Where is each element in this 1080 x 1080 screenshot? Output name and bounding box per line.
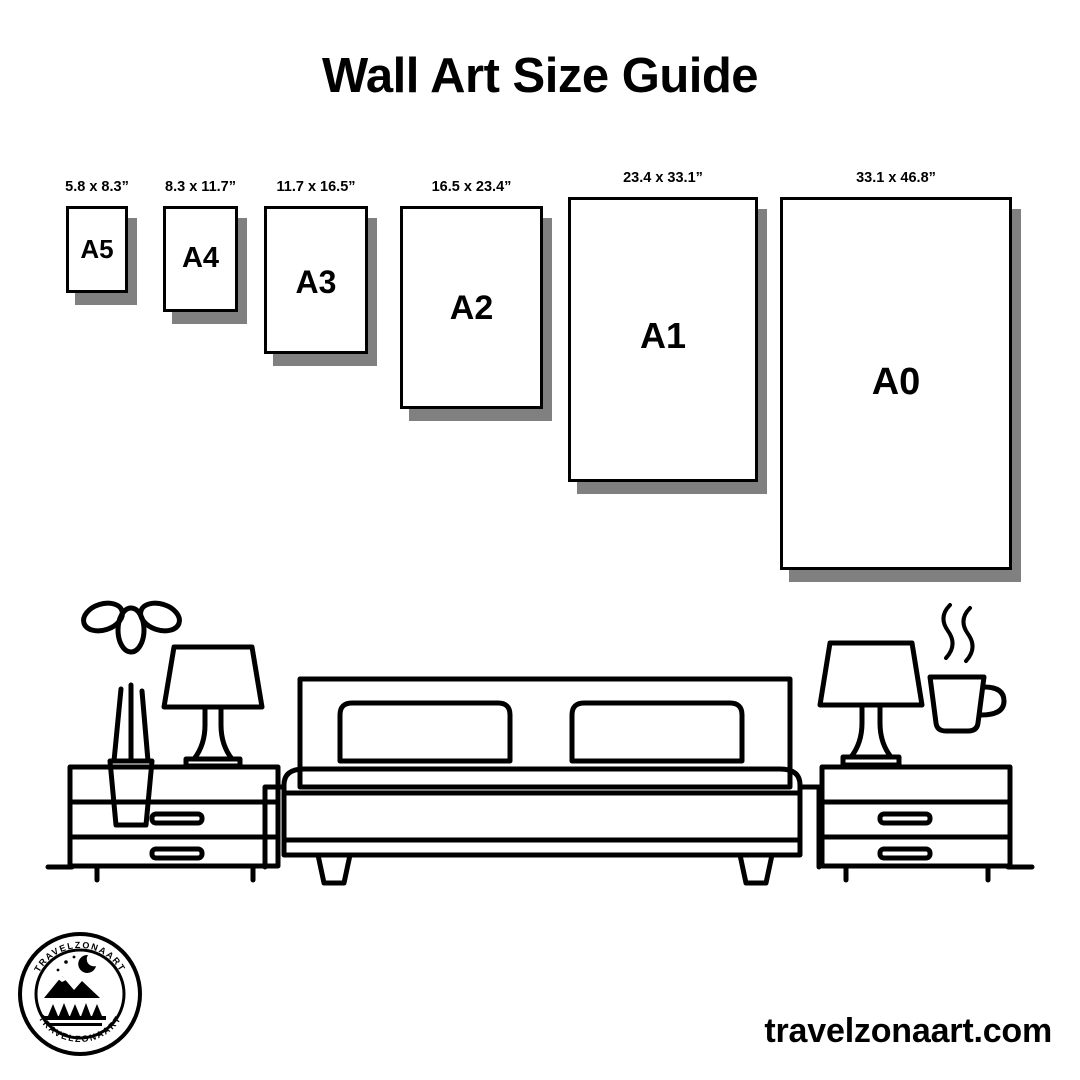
frame-a4-dimensions: 8.3 x 11.7” [165, 179, 236, 195]
logo-text-bottom: TRAVELZONAART [36, 1013, 124, 1045]
frame-a1-label: A1 [639, 315, 687, 356]
right-nightstand [822, 767, 1010, 880]
logo-text-top: TRAVELZONAART [32, 939, 128, 974]
frame-a5-dimensions: 5.8 x 8.3” [65, 179, 129, 195]
logo-forest-icon [44, 1003, 106, 1026]
frame-a2[interactable] [400, 179, 543, 409]
bed [265, 679, 819, 883]
frame-a1[interactable] [568, 170, 758, 482]
frame-a5-label: A5 [80, 234, 114, 264]
frame-a2-label: A2 [449, 289, 494, 327]
logo-mountain-icon [44, 976, 100, 998]
logo-moon-icon [57, 955, 96, 973]
plant-vase [80, 598, 183, 825]
frame-a1-dimensions: 23.4 x 33.1” [623, 170, 703, 186]
coffee-cup [930, 605, 1004, 731]
page-title: Wall Art Size Guide [321, 49, 759, 103]
frame-a3-dimensions: 11.7 x 16.5” [276, 179, 356, 195]
frame-a2-dimensions: 16.5 x 23.4” [431, 179, 512, 195]
frame-a4-label: A4 [181, 242, 220, 274]
frame-a5[interactable] [65, 179, 129, 293]
frame-a4[interactable] [163, 179, 238, 312]
frame-a0[interactable] [780, 170, 1012, 570]
brand-logo[interactable] [18, 932, 142, 1056]
bedroom-illustration [0, 575, 1080, 905]
frame-a0-label: A0 [871, 361, 921, 403]
frame-a3-label: A3 [295, 264, 337, 300]
website-url[interactable]: travelzonaart.com [764, 1012, 1052, 1050]
frame-a0-dimensions: 33.1 x 46.8” [856, 170, 936, 186]
right-lamp [820, 643, 922, 765]
left-nightstand [70, 767, 278, 880]
frame-a3[interactable] [264, 179, 368, 354]
left-lamp [164, 647, 262, 766]
